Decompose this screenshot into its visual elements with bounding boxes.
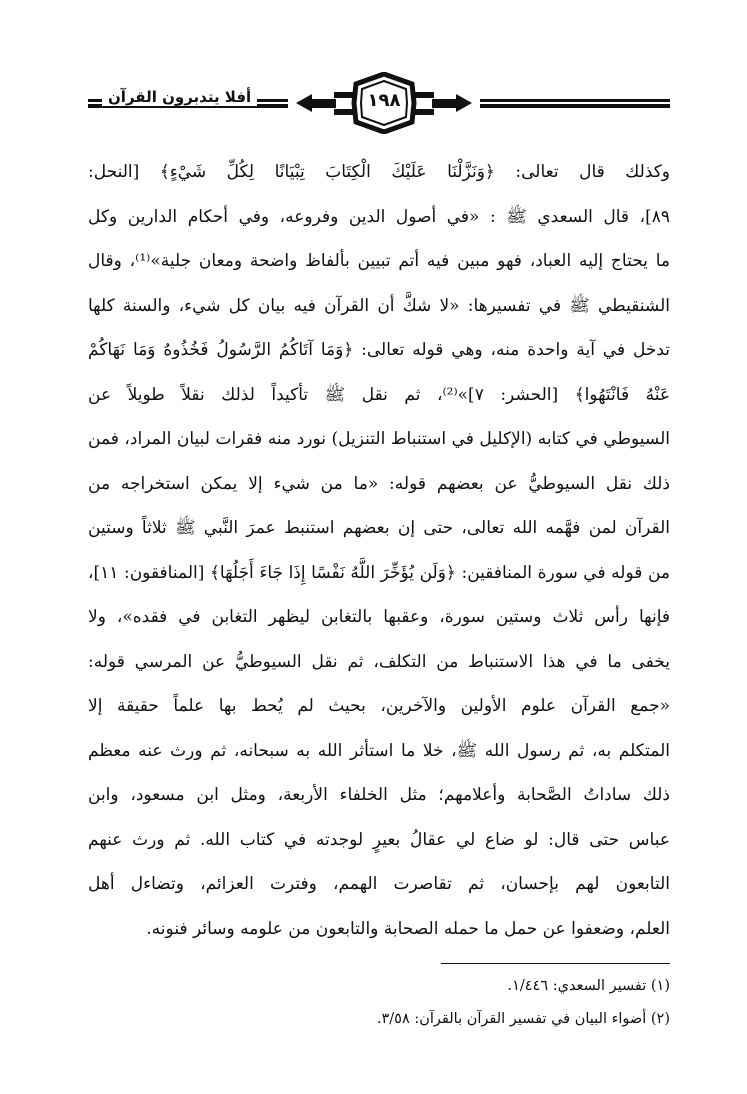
- page-number: ١٩٨: [367, 90, 401, 111]
- text-line: ذلك ساداتُ الصَّحابة وأعلامهم؛ مثل الخلفاء الأربعة، ومثل ابن مسعود، وابن: [88, 785, 670, 805]
- footnote-separator: [441, 963, 670, 964]
- text-line: السيوطي في كتابه (الإكليل في استنباط التنزيل) نورد منه فقرات لبيان المراد، فمن: [88, 429, 670, 449]
- text-line: التابعون لهم بإحسان، ثم تقاصرت الهمم، وفترت العزائم، وتضاءل أهل: [88, 874, 670, 894]
- text-line: وكذلك قال تعالى: ﴿وَنَزَّلْنَا عَلَيْكَ الْكِتَابَ تِبْيَانًا لِكُلِّ شَيْءٍ﴾ [النحل:: [88, 162, 670, 182]
- text-line: تدخل في آية واحدة منه، وهي قوله تعالى: ﴿وَمَا آتَاكُمُ الرَّسُولُ فَخُذُوهُ وَمَا نَهَاكُمْ: [88, 340, 670, 360]
- text-line: المتكلم به، ثم رسول الله ﷺ، خلا ما استأثر الله به سبحانه، ثم ورث عنه معظم: [88, 740, 670, 761]
- footnotes: [88, 970, 670, 1036]
- text-line: فإنها رأس ثلاث وستين سورة، وعقبها بالتغابن ليظهر التغابن في فقده»، ولا: [88, 607, 670, 627]
- text-line: العلم، وضعفوا عن حمل ما حمله الصحابة والتابعون من علومه وسائر فنونه.: [146, 918, 670, 939]
- text-line: القرآن لمن فهَّمه الله تعالى، حتى إن بعضهم استنبط عمرَ النَّبي ﷺ ثلاثاً وستين: [88, 518, 670, 538]
- header-rule-right: [480, 99, 670, 108]
- text-line: عباس حتى قال: لو ضاع لي عقالُ بعيرٍ لوجدته في كتاب الله. ثم ورث عنهم: [88, 829, 670, 850]
- text-line: يخفى ما في هذا الاستنباط من التكلف، ثم نقل السيوطيُّ عن المرسي قوله:: [88, 651, 670, 672]
- text-line: من قوله في سورة المنافقين: ﴿وَلَن يُؤَخِّرَ اللَّهُ نَفْسًا إِذَا جَاءَ أَجَلُهَا﴾ [المنافقون: ١١]،: [88, 562, 670, 583]
- footnote: (٢) أضواء البيان في تفسير القرآن بالقرآن: ٣/٥٨.: [376, 1011, 670, 1027]
- running-title: أفلا يتدبرون القرآن: [102, 88, 257, 106]
- text-line: ما يحتاج إليه العباد، فهو مبين فيه أتم تبيين بألفاظ واضحة ومعان جلية»⁽¹⁾، وقال: [88, 251, 670, 271]
- footnote: (١) تفسير السعدي: ١/٤٤٦.: [507, 978, 670, 994]
- text-line: عَنْهُ فَانْتَهُوا﴾ [الحشر: ٧]»⁽²⁾، ثم نقل ﷺ تأكيداً لذلك نقلاً طويلاً عن: [88, 384, 670, 405]
- main-text: [88, 150, 670, 951]
- text-line: ٨٩]، قال السعدي ﷺ : «في أصول الدين وفروعه، وفي أحكام الدارين وكل: [88, 206, 670, 227]
- text-line: ذلك نقل السيوطيُّ عن بعضهم قوله: «ما من شيء إلا يمكن استخراجه من: [88, 473, 670, 494]
- page-number-ornament: [294, 72, 474, 134]
- text-line: «جمع القرآن علوم الأولين والآخرين، بحيث لم يُحط بها علماً حقيقة إلا: [88, 696, 670, 716]
- text-line: الشنقيطي ﷺ في تفسيرها: «لا شكَّ أن القرآن فيه بيان كل شيء، والسنة كلها: [88, 295, 670, 316]
- page-header: [88, 72, 670, 134]
